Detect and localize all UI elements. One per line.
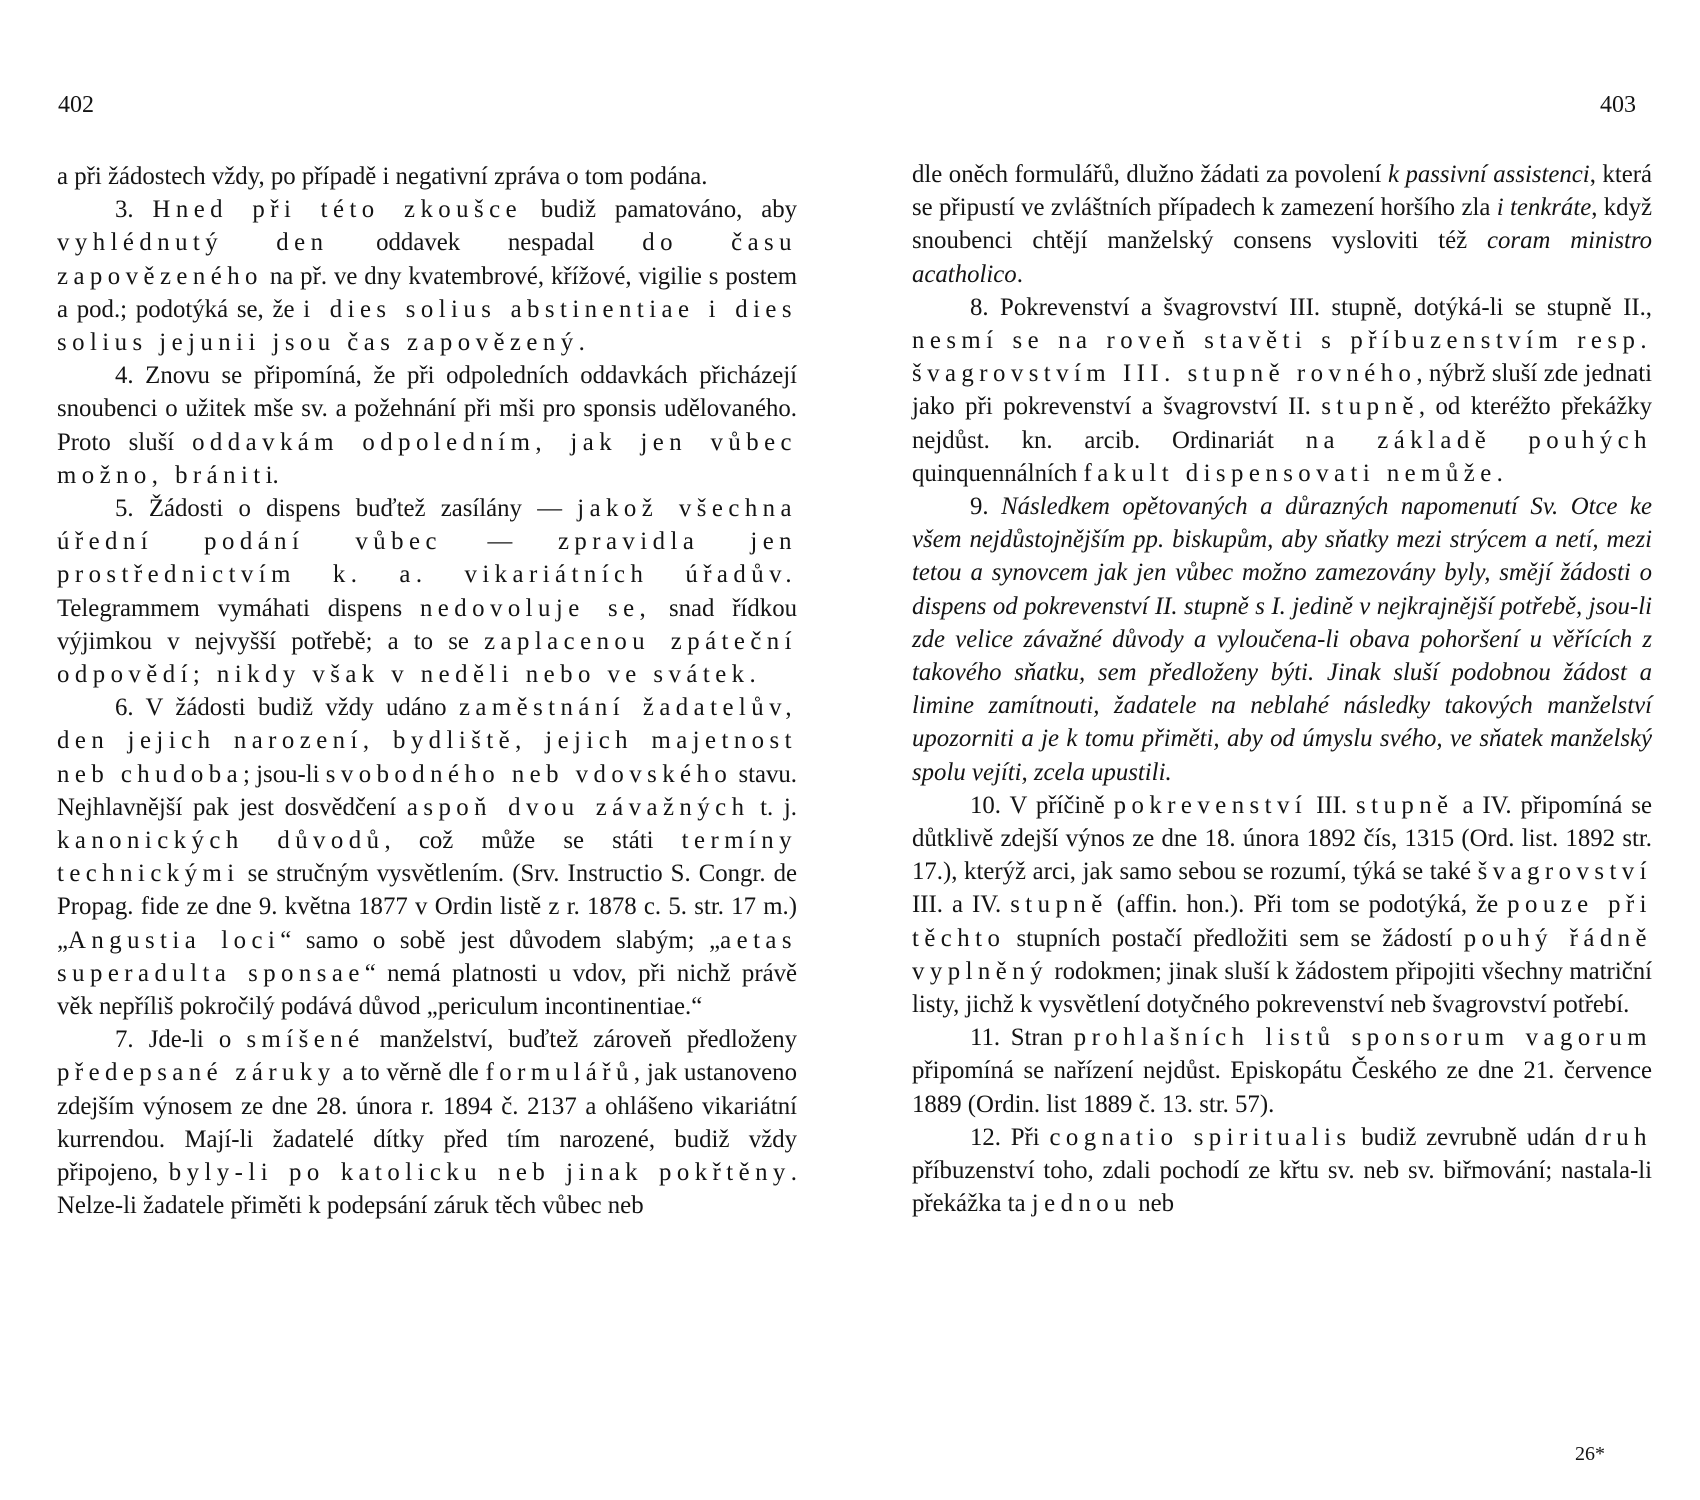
text-segment: t. j. [749, 793, 798, 821]
text-segment: 9. [970, 493, 1002, 521]
text-segment: , což může se státi [384, 827, 682, 855]
text-segment: . Nelze-li žadatele přiměti k podepsání záruk těch vůbec neb [57, 1159, 797, 1220]
text-segment: III. a IV. [912, 891, 1011, 919]
text-segment: formulářů [485, 1059, 634, 1087]
text-segment: snad řídkou výjimkou v nejvyšší potřebě; a to se [57, 594, 797, 655]
text-segment: . [578, 329, 585, 357]
paragraph [912, 490, 1652, 789]
text-segment: . [1496, 459, 1503, 487]
text-segment: coram ministro acatholico [912, 227, 1653, 288]
text-segment: prohlašních listů sponsorum vagorum [1073, 1024, 1652, 1052]
page-number-left: 402 [58, 92, 94, 118]
text-segment: na základě pouhých [1305, 426, 1653, 454]
text-segment: na př. ve dny kvatembrové, křížové, vigilie s postem a pod.; podotýká se, že [57, 262, 797, 323]
text-segment: Angustia loci [68, 926, 281, 954]
text-segment: Telegrammem vymáhati dispens [57, 594, 420, 622]
paragraph [912, 1021, 1652, 1121]
paragraph [57, 193, 797, 359]
text-segment: do času zapovězeného [57, 229, 797, 290]
paragraph [57, 1023, 797, 1222]
text-segment: budiž zevrubně udán [1351, 1123, 1585, 1151]
text-segment: zaplacenou zpáteční odpovědí; nikdy však v neděli nebo ve svátek [57, 627, 797, 689]
text-segment: a IV. připomíná se důtklivě zdejší výnos ze dne 18. února 1892 čís, 1315 (Ord. list. 1892 str. 17.), kterýž arci, jak samo sebou se rozumí, týká se také [912, 791, 1652, 886]
text-segment: zaměstnání žadatelův, den jejich narození, bydliště, jejich majetnost neb chudoba [57, 694, 798, 788]
text-segment: 5. Žádosti o dispens buďtež zasílány — [115, 495, 578, 523]
text-segment: III. [1307, 791, 1357, 819]
text-segment: stupních postačí předložiti sem se žádostí [1005, 924, 1464, 952]
text-segment: 7. Jde-li o [115, 1026, 247, 1054]
text-segment: a při žádostech vždy, po případě i negativní zpráva o tom podána. [57, 163, 708, 190]
text-segment: jednou [1031, 1190, 1133, 1218]
text-segment: oddavek nespadal [328, 229, 643, 257]
paragraph [57, 359, 797, 492]
page-number-right: 403 [1600, 92, 1636, 118]
text-segment: cognatio spiritualis [1049, 1123, 1352, 1151]
text-segment: 6. V žádosti budiž vždy udáno [115, 694, 459, 722]
text-segment: manželství, buďtež zároveň předloženy [364, 1026, 797, 1054]
text-segment: 10. V příčině [970, 791, 1114, 819]
text-segment: předepsané záruky [57, 1059, 336, 1087]
right-page-text [912, 158, 1652, 1221]
text-segment: neb [1132, 1190, 1175, 1218]
paragraph [912, 291, 1652, 490]
text-segment: i. [265, 461, 279, 489]
paragraph [912, 158, 1652, 291]
left-page-text [57, 160, 797, 1223]
text-segment: pouze při těchto [912, 891, 1652, 952]
text-segment: Hned při této zkoušce [152, 196, 523, 224]
text-segment: , jak ustanoveno zdejším výnosem ze dne 28. února r. 1894 č. 2137 a ohlášeno vikariátní kurrendou. Mají-li žadatelé dítky před tím narozené, budiž vždy připojeno, [57, 1059, 797, 1187]
text-segment: 3. [115, 196, 153, 224]
text-segment: jakož všechna úřední podání vůbec [57, 495, 797, 556]
text-segment: stavu. Nejhlavnější pak jest dosvědčení [57, 760, 797, 821]
text-segment: kanonických důvodů [57, 827, 385, 855]
text-segment: se stručným vysvětlením. (Srv. Instructio S. Congr. de Propag. fide ze dne 9. května 1877 v Ordin listě z r. 1878 c. 5. str. 17 m.) „ [57, 860, 797, 954]
text-segment: budiž pamatováno, aby [522, 196, 797, 224]
text-segment: stupně [1010, 891, 1108, 919]
text-segment: rodokmen; jinak sluší k žádostem připojiti všechny matriční listy, jichž k vysvětlení dotyčného pokrevenství neb švagrovství potřebí. [912, 957, 1652, 1019]
paragraph [912, 1121, 1652, 1221]
text-segment: pouhý řádně vyplněný [912, 924, 1652, 985]
text-segment: byly-li po katolicku neb jinak pokřtěny [168, 1159, 791, 1187]
text-segment: fakult dispensovati nemůže [1083, 459, 1497, 487]
text-segment: i tenkráte [1496, 194, 1592, 222]
text-segment: . [1016, 260, 1023, 288]
signature-mark: 26* [1575, 1443, 1605, 1465]
text-segment: druh [1584, 1123, 1652, 1151]
text-segment: (affin. hon.). Při tom se podotýká, že [1107, 891, 1508, 919]
text-segment: pokrevenství [1113, 791, 1308, 819]
text-segment: švagrovství [1477, 858, 1652, 886]
paragraph [912, 789, 1652, 1021]
text-segment: aetas superadulta sponsae [57, 926, 797, 987]
text-segment: k passivní assistenci [1387, 161, 1590, 188]
text-segment: dle oněch formulářů, dlužno žádati za povolení [912, 161, 1388, 188]
text-segment: . [749, 661, 756, 689]
text-segment: 4. Znovu se připomíná, že při odpoledních oddavkách přicházejí snoubenci o užitek mše sv. a požehnání při mši pro sponsis udělovaného. Proto sluší [57, 362, 797, 456]
text-segment: vyhlédnutý den [57, 229, 329, 257]
text-segment: 12. Při [970, 1123, 1050, 1151]
text-segment: aspoň dvou závažných [406, 793, 750, 821]
text-segment: , když snoubenci chtějí manželský consens vysloviti též [912, 194, 1652, 255]
text-segment: , nýbrž sluší zde jednati jako při pokrevenství a švagrovství II. [912, 360, 1653, 421]
text-segment: svobodného neb vdovského [325, 760, 733, 788]
text-segment: “ nemá platnosti u vdov, při nichž právě věk nepříliš pokročilý podává důvod „periculum incontinentiae.“ [57, 959, 798, 1021]
text-segment: Následkem opětovaných a důrazných napomenutí Sv. Otce ke všem nejdůstojnějším pp. biskupům, aby sňatky mezi strýcem a netí, mezi tetou a synovcem jak jen vůbec možno zamezovány byly, smějí žádosti o dispens od pokrevenství II. stupně s I. jedině v nejkrajnější potřebě, jsou-li zde velice závažné důvody a vyloučena-li obava pohoršení u věřících z takového sňatku, sem předloženy býti. Jinak sluší podobnou žádost a limine zamítnouti, žadatele na neblahé následky takových manželství upozorniti a je k tomu přiměti, aby od úmyslu svého, ve sňatek manželský spolu vejíti, zcela upustili. [912, 493, 1653, 786]
text-segment: a to věrně dle [335, 1059, 486, 1087]
text-segment: připomíná se nařízení nejdůst. Episkopátu Českého ze dne 21. července 1889 (Ordin. list 1889 č. 13. str. 57). [912, 1057, 1652, 1118]
text-segment: nesmí se na roveň stavěti s příbuzenstvím resp. švagrovstvím III. stupně rovného [912, 327, 1652, 388]
text-segment: — [441, 528, 558, 556]
text-segment: termíny technickými [57, 827, 797, 888]
text-segment: stupně [1321, 393, 1419, 421]
text-segment: , která se připustí ve zvláštních případech k zamezení horšího zla [912, 161, 1652, 222]
text-segment: quinquennálních [912, 459, 1084, 487]
text-segment: , od kteréžto překážky nejdůst. kn. arcib. Ordinariát [912, 393, 1652, 454]
paragraph [57, 691, 797, 1023]
text-segment: příbuzenství toho, zdali pochodí ze křtu sv. neb sv. biřmování; nastala-li překážka ta [912, 1157, 1652, 1218]
text-segment: oddavkám odpoledním, jak jen vůbec možno, bránit [57, 428, 797, 489]
text-segment: “ samo o sobě jest důvodem slabým; „ [280, 926, 721, 954]
text-segment: nedovoluje se, [419, 594, 652, 622]
text-segment: 8. Pokrevenství a švagrovství III. stupně, dotýká-li se stupně II., [970, 293, 1652, 321]
text-segment: zpravidla jen prostřednictvím k. a. vikariátních úřadův. [57, 528, 798, 589]
text-segment: stupně [1356, 791, 1454, 819]
text-segment: ; jsou-li [243, 760, 326, 788]
paragraph [57, 160, 797, 193]
text-segment: 11. Stran [970, 1024, 1074, 1052]
text-segment: smíšené [246, 1026, 365, 1054]
paragraph [57, 492, 797, 691]
text-segment: i dies solius abstinentiae i dies solius jejunii jsou čas zapovězený [57, 295, 797, 357]
